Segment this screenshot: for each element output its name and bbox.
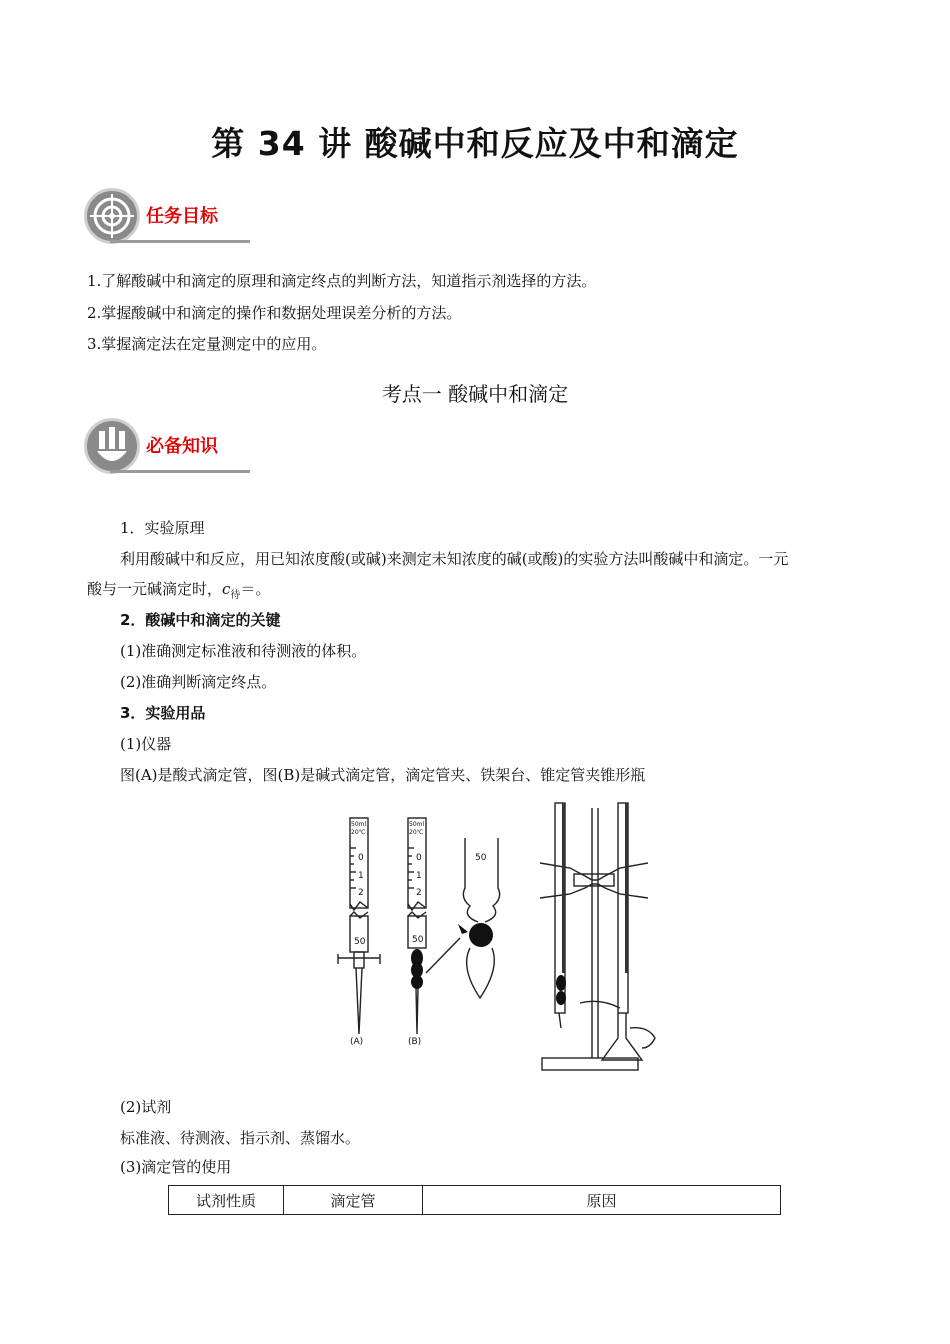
section-heading: 考点一 酸碱中和滴定 — [381, 382, 569, 406]
tube-a-top-mark: 50ml — [351, 821, 367, 828]
table-header: 原因 — [423, 1186, 781, 1215]
instruments-text: 图(A)是酸式滴定管，图(B)是碱式滴定管，滴定管夹、铁架台、锥定管夹锥形瓶 — [120, 766, 646, 784]
task-goal-badge — [80, 188, 250, 258]
heading-key: 2．酸碱中和滴定的关键 — [120, 611, 281, 629]
tube-a-temp-mark: 20℃ — [351, 829, 366, 836]
tube-a-label: (A) — [350, 1037, 364, 1047]
table-header-row — [169, 1186, 781, 1215]
books-icon — [84, 418, 140, 474]
detail-scale-mark: 50 — [475, 853, 487, 863]
principle-text: 利用酸碱中和反应，用已知浓度酸(或碱)来测定未知浓度的碱(或酸)的实验方法叫酸碱中和滴定。一元 — [120, 550, 789, 568]
burette-figure — [330, 798, 660, 1078]
tube-a-scale-2: 2 — [358, 888, 364, 898]
table-header: 滴定管 — [284, 1186, 423, 1215]
heading-supplies: 3．实验用品 — [120, 704, 206, 722]
goal-item: 2.掌握酸碱中和滴定的操作和数据处理误差分析的方法。 — [87, 304, 462, 322]
key-point: (1)准确测定标准液和待测液的体积。 — [120, 642, 367, 660]
tube-b-scale-1: 1 — [416, 871, 422, 881]
tube-b-scale-50: 50 — [412, 935, 424, 945]
knowledge-badge — [80, 418, 250, 488]
burette-use-label: (3)滴定管的使用 — [120, 1158, 232, 1176]
heading-principle: 1．实验原理 — [120, 519, 205, 537]
tube-a-scale-1: 1 — [358, 871, 364, 881]
task-goal-label: 任务目标 — [146, 206, 218, 227]
principle-text-line2 — [87, 579, 270, 606]
tube-b-temp-mark: 20℃ — [409, 829, 424, 836]
goal-item: 1.了解酸碱中和滴定的原理和滴定终点的判断方法，知道指示剂选择的方法。 — [87, 272, 597, 290]
tube-a-scale-0: 0 — [358, 853, 364, 863]
page-title: 第 34 讲 酸碱中和反应及中和滴定 — [211, 124, 739, 163]
tube-b-scale-2: 2 — [416, 888, 422, 898]
reagents-label: (2)试剂 — [120, 1098, 172, 1116]
tube-b-top-mark: 50ml — [409, 821, 425, 828]
goal-item: 3.掌握滴定法在定量测定中的应用。 — [87, 335, 327, 353]
target-icon — [84, 188, 140, 244]
tube-a-scale-50: 50 — [354, 937, 366, 947]
tube-b-scale-0: 0 — [416, 853, 422, 863]
tube-b-label: (B) — [408, 1037, 422, 1047]
conc-symbol: c — [222, 580, 231, 598]
knowledge-label: 必备知识 — [146, 436, 218, 457]
badge-underline — [110, 240, 250, 243]
burette-usage-table — [168, 1185, 781, 1215]
principle-suffix: ＝。 — [240, 580, 271, 598]
principle-prefix: 酸与一元碱滴定时， — [87, 580, 223, 598]
instruments-label: (1)仪器 — [120, 735, 172, 753]
badge-underline — [110, 470, 250, 473]
table-header: 试剂性质 — [169, 1186, 284, 1215]
key-point: (2)准确判断滴定终点。 — [120, 673, 277, 691]
conc-subscript: 待 — [230, 590, 241, 601]
reagents-text: 标准液、待测液、指示剂、蒸馏水。 — [120, 1129, 361, 1147]
